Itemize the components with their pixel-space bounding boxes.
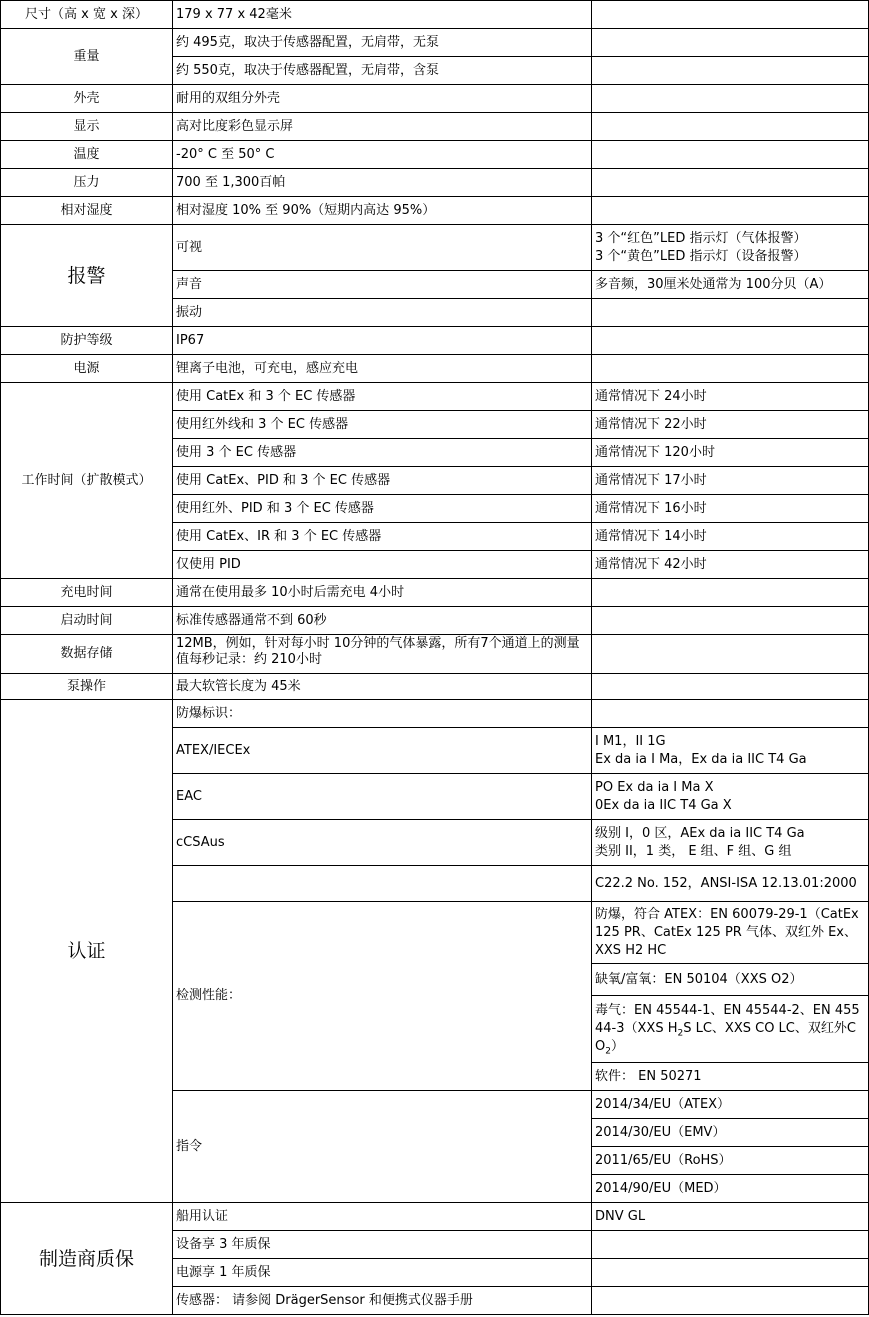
empty-cell (592, 579, 869, 607)
directive-item: 2014/34/EU（ATEX） (592, 1091, 869, 1119)
pressure-label: 压力 (1, 169, 173, 197)
runtime-config: 使用 CatEx、PID 和 3 个 EC 传感器 (173, 467, 592, 495)
eac-line-1: PO Ex da ia I Ma X (595, 779, 714, 795)
alarm-visual-line-2: 3 个“黄色”LED 指示灯（设备报警） (595, 248, 807, 264)
empty-cell (592, 327, 869, 355)
warranty-device: 设备享 3 年质保 (173, 1231, 592, 1259)
empty-cell (592, 1231, 869, 1259)
empty-cell (592, 299, 869, 327)
runtime-config: 使用红外、PID 和 3 个 EC 传感器 (173, 495, 592, 523)
runtime-time: 通常情况下 24小时 (592, 383, 869, 411)
power-label: 电源 (1, 355, 173, 383)
toxic-sub-2: 2 (605, 1046, 611, 1057)
atex-value (592, 728, 869, 774)
empty-cell (592, 197, 869, 225)
display-value: 高对比度彩色显示屏 (173, 113, 592, 141)
alarm-visual-line-1: 3 个“红色”LED 指示灯（气体报警） (595, 230, 807, 246)
atex-line-2: Ex da ia I Ma，Ex da ia IIC T4 Ga (595, 751, 807, 767)
runtime-config: 使用 CatEx 和 3 个 EC 传感器 (173, 383, 592, 411)
empty-cell (592, 57, 869, 85)
empty-cell (592, 607, 869, 635)
empty-cell (592, 1259, 869, 1287)
row-runtime (1, 383, 869, 411)
row-housing (1, 85, 869, 113)
certification-label: 认证 (1, 700, 173, 1203)
alarm-audio-label: 声音 (173, 271, 592, 299)
empty-cell (592, 674, 869, 700)
atex-line-1: I M1，II 1G (595, 733, 666, 749)
pump-label: 泵操作 (1, 674, 173, 700)
warranty-sensors: 传感器： 请参阅 DrägerSensor 和便携式仪器手册 (173, 1287, 592, 1315)
runtime-time: 通常情况下 42小时 (592, 551, 869, 579)
row-charge-time (1, 579, 869, 607)
directive-item: 2014/90/EU（MED） (592, 1175, 869, 1203)
empty-cell (592, 700, 869, 728)
row-alarm-visual (1, 225, 869, 271)
empty-cell (173, 866, 592, 902)
empty-cell (592, 169, 869, 197)
dimensions-label: 尺寸（高 x 宽 x 深） (1, 1, 173, 29)
alarm-visual-value (592, 225, 869, 271)
empty-cell (592, 85, 869, 113)
toxic-text-c: ） (610, 1039, 624, 1054)
data-storage-label: 数据存储 (1, 635, 173, 674)
atex-label: ATEX/IECEx (173, 728, 592, 774)
row-cert-marking (1, 700, 869, 728)
row-power (1, 355, 869, 383)
protection-value: IP67 (173, 327, 592, 355)
performance-explosion: 防爆，符合 ATEX：EN 60079-29-1（CatEx 125 PR、CatEx 125 PR 气体、双红外 Ex、XXS H2 HC (592, 902, 869, 964)
directive-item: 2011/65/EU（RoHS） (592, 1147, 869, 1175)
empty-cell (592, 1, 869, 29)
row-temperature (1, 141, 869, 169)
eac-label: EAC (173, 774, 592, 820)
data-storage-value: 12MB，例如，针对每小时 10分钟的气体暴露，所有7个通道上的测量值每秒记录：约 210小时 (173, 635, 592, 674)
housing-value: 耐用的双组分外壳 (173, 85, 592, 113)
alarm-audio-value: 多音频，30厘米处通常为 100分贝（A） (592, 271, 869, 299)
eac-value (592, 774, 869, 820)
humidity-label: 相对湿度 (1, 197, 173, 225)
row-protection (1, 327, 869, 355)
runtime-time: 通常情况下 16小时 (592, 495, 869, 523)
marine-value: DNV GL (592, 1203, 869, 1231)
directives-label: 指令 (173, 1091, 592, 1203)
empty-cell (592, 29, 869, 57)
runtime-config: 使用 3 个 EC 传感器 (173, 439, 592, 467)
row-dimensions (1, 1, 869, 29)
row-data-storage (1, 635, 869, 674)
pressure-value: 700 至 1,300百帕 (173, 169, 592, 197)
startup-time-value: 标准传感器通常不到 60秒 (173, 607, 592, 635)
row-startup-time (1, 607, 869, 635)
dimensions-value: 179 x 77 x 42毫米 (173, 1, 592, 29)
toxic-text-a: 毒气：EN 45544-1、EN 45544-2、EN 45544-3（XXS H (595, 1003, 860, 1036)
marine-label: 船用认证 (173, 1203, 592, 1231)
alarm-vibration-label: 振动 (173, 299, 592, 327)
row-display (1, 113, 869, 141)
temperature-value: -20° C 至 50° C (173, 141, 592, 169)
row-pump (1, 674, 869, 700)
performance-toxic (592, 996, 869, 1063)
charge-time-label: 充电时间 (1, 579, 173, 607)
eac-line-2: 0Ex da ia IIC T4 Ga X (595, 797, 732, 813)
ccsaus-label: cCSAus (173, 820, 592, 866)
temperature-label: 温度 (1, 141, 173, 169)
cert-marking-label: 防爆标识： (173, 700, 592, 728)
empty-cell (592, 1287, 869, 1315)
row-humidity (1, 197, 869, 225)
humidity-value: 相对湿度 10% 至 90%（短期内高达 95%） (173, 197, 592, 225)
empty-cell (592, 355, 869, 383)
ccsaus-line-1: 级别 I，0 区，AEx da ia IIC T4 Ga (595, 825, 805, 841)
runtime-config: 使用红外线和 3 个 EC 传感器 (173, 411, 592, 439)
cert-standards: C22.2 No. 152，ANSI-ISA 12.13.01:2000 (592, 866, 869, 902)
runtime-config: 仅使用 PID (173, 551, 592, 579)
protection-label: 防护等级 (1, 327, 173, 355)
runtime-time: 通常情况下 22小时 (592, 411, 869, 439)
empty-cell (592, 141, 869, 169)
warranty-psu: 电源享 1 年质保 (173, 1259, 592, 1287)
ccsaus-value (592, 820, 869, 866)
weight-label: 重量 (1, 29, 173, 85)
row-warranty-marine (1, 1203, 869, 1231)
weight-value-2: 约 550克，取决于传感器配置，无肩带，含泵 (173, 57, 592, 85)
performance-oxygen: 缺氧/富氧：EN 50104（XXS O2） (592, 964, 869, 996)
directive-item: 2014/30/EU（EMV） (592, 1119, 869, 1147)
empty-cell (592, 113, 869, 141)
runtime-time: 通常情况下 14小时 (592, 523, 869, 551)
warranty-label: 制造商质保 (1, 1203, 173, 1315)
row-weight (1, 29, 869, 57)
runtime-config: 使用 CatEx、IR 和 3 个 EC 传感器 (173, 523, 592, 551)
runtime-label: 工作时间（扩散模式） (1, 383, 173, 579)
ccsaus-line-2: 类别 II，1 类， E 组、F 组、G 组 (595, 843, 792, 859)
runtime-time: 通常情况下 120小时 (592, 439, 869, 467)
runtime-time: 通常情况下 17小时 (592, 467, 869, 495)
weight-value-1: 约 495克，取决于传感器配置，无肩带，无泵 (173, 29, 592, 57)
empty-cell (592, 635, 869, 674)
performance-software: 软件： EN 50271 (592, 1063, 869, 1091)
toxic-text-b: S LC、XXS CO LC、双红外CO (595, 1021, 856, 1054)
toxic-sub-1: 2 (677, 1028, 684, 1039)
charge-time-value: 通常在使用最多 10小时后需充电 4小时 (173, 579, 592, 607)
alarm-visual-label: 可视 (173, 225, 592, 271)
display-label: 显示 (1, 113, 173, 141)
alarm-label: 报警 (1, 225, 173, 327)
power-value: 锂离子电池，可充电，感应充电 (173, 355, 592, 383)
performance-label: 检测性能： (173, 902, 592, 1091)
housing-label: 外壳 (1, 85, 173, 113)
pump-value: 最大软管长度为 45米 (173, 674, 592, 700)
startup-time-label: 启动时间 (1, 607, 173, 635)
row-pressure (1, 169, 869, 197)
